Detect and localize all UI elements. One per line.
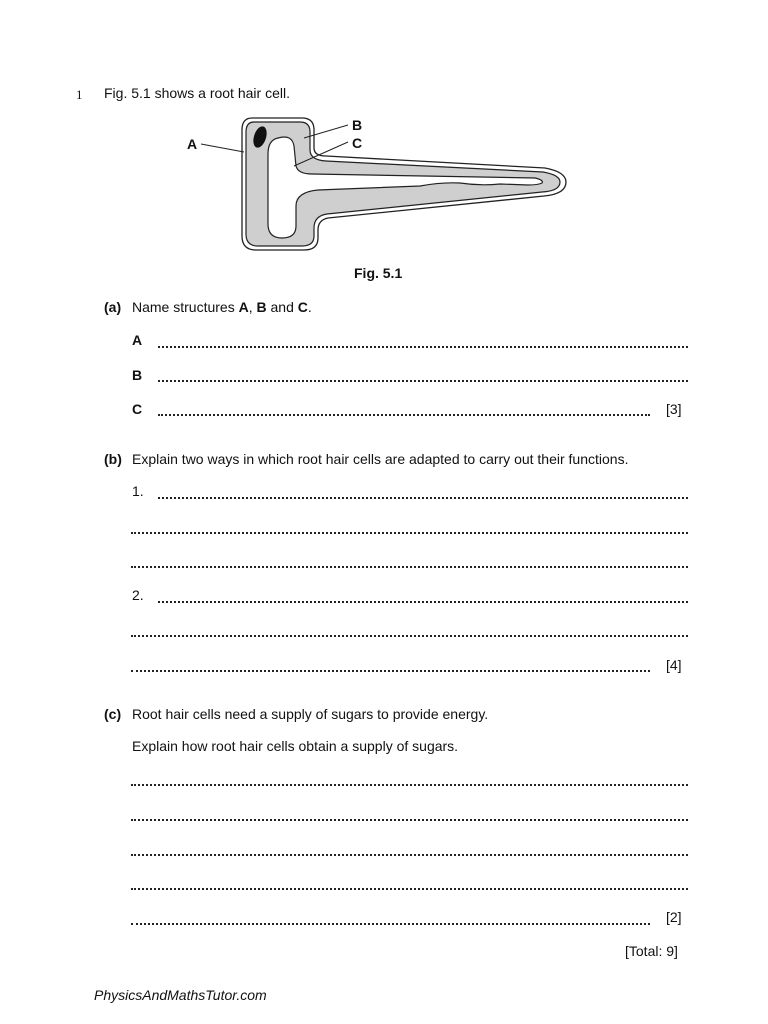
answer-line-c3[interactable] [131, 854, 688, 856]
part-b-point-2: 2. [132, 587, 144, 603]
root-hair-cell-diagram [180, 110, 580, 260]
answer-line-c[interactable] [158, 414, 650, 416]
label-line-a [201, 144, 244, 152]
answer-line-b2-3[interactable] [131, 670, 650, 672]
part-a-prompt-b: B [256, 299, 267, 315]
part-b-marks: [4] [666, 657, 682, 673]
answer-line-c5[interactable] [131, 923, 650, 925]
part-c-marks: [2] [666, 909, 682, 925]
part-b-prompt: Explain two ways in which root hair cells are adapted to carry out their functions. [132, 451, 629, 467]
part-a-prompt-a: A [238, 299, 249, 315]
part-c-prompt-2: Explain how root hair cells obtain a supply of sugars. [132, 738, 459, 754]
question-intro: Fig. 5.1 shows a root hair cell. [104, 85, 290, 101]
answer-line-b2-1[interactable] [158, 601, 688, 603]
part-a-prompt [132, 299, 312, 315]
answer-line-c2[interactable] [131, 819, 688, 821]
part-a-prompt-c: C [297, 299, 308, 315]
answer-line-b[interactable] [158, 380, 688, 382]
label-a: A [187, 136, 198, 152]
answer-line-b1-2[interactable] [131, 532, 688, 534]
part-b-point-1: 1. [132, 483, 144, 499]
part-a-prompt-sep1: , [248, 299, 257, 315]
answer-line-b1-1[interactable] [158, 497, 688, 499]
answer-label-b: B [132, 367, 143, 383]
total-marks: [Total: 9] [625, 943, 678, 959]
part-a-prompt-text: Name structures [132, 299, 239, 315]
answer-line-b1-3[interactable] [131, 566, 688, 568]
label-c: C [352, 135, 363, 151]
answer-label-c: C [132, 401, 143, 417]
answer-label-a: A [132, 332, 143, 348]
part-b-label: (b) [104, 451, 122, 467]
part-c-label: (c) [104, 706, 122, 722]
answer-line-c1[interactable] [131, 784, 688, 786]
part-c-prompt-1: Root hair cells need a supply of sugars to provide energy. [132, 706, 489, 722]
part-a-label: (a) [104, 299, 122, 315]
part-a-prompt-end: . [307, 299, 312, 315]
answer-line-b2-2[interactable] [131, 635, 688, 637]
question-number: 1 [76, 87, 83, 102]
part-a-prompt-sep2: and [266, 299, 298, 315]
footer-watermark: PhysicsAndMathsTutor.com [94, 987, 267, 1003]
part-a-marks: [3] [666, 401, 682, 417]
answer-line-c4[interactable] [131, 888, 688, 890]
figure-caption: Fig. 5.1 [354, 265, 403, 281]
label-b: B [352, 117, 363, 133]
answer-line-a[interactable] [158, 346, 688, 348]
